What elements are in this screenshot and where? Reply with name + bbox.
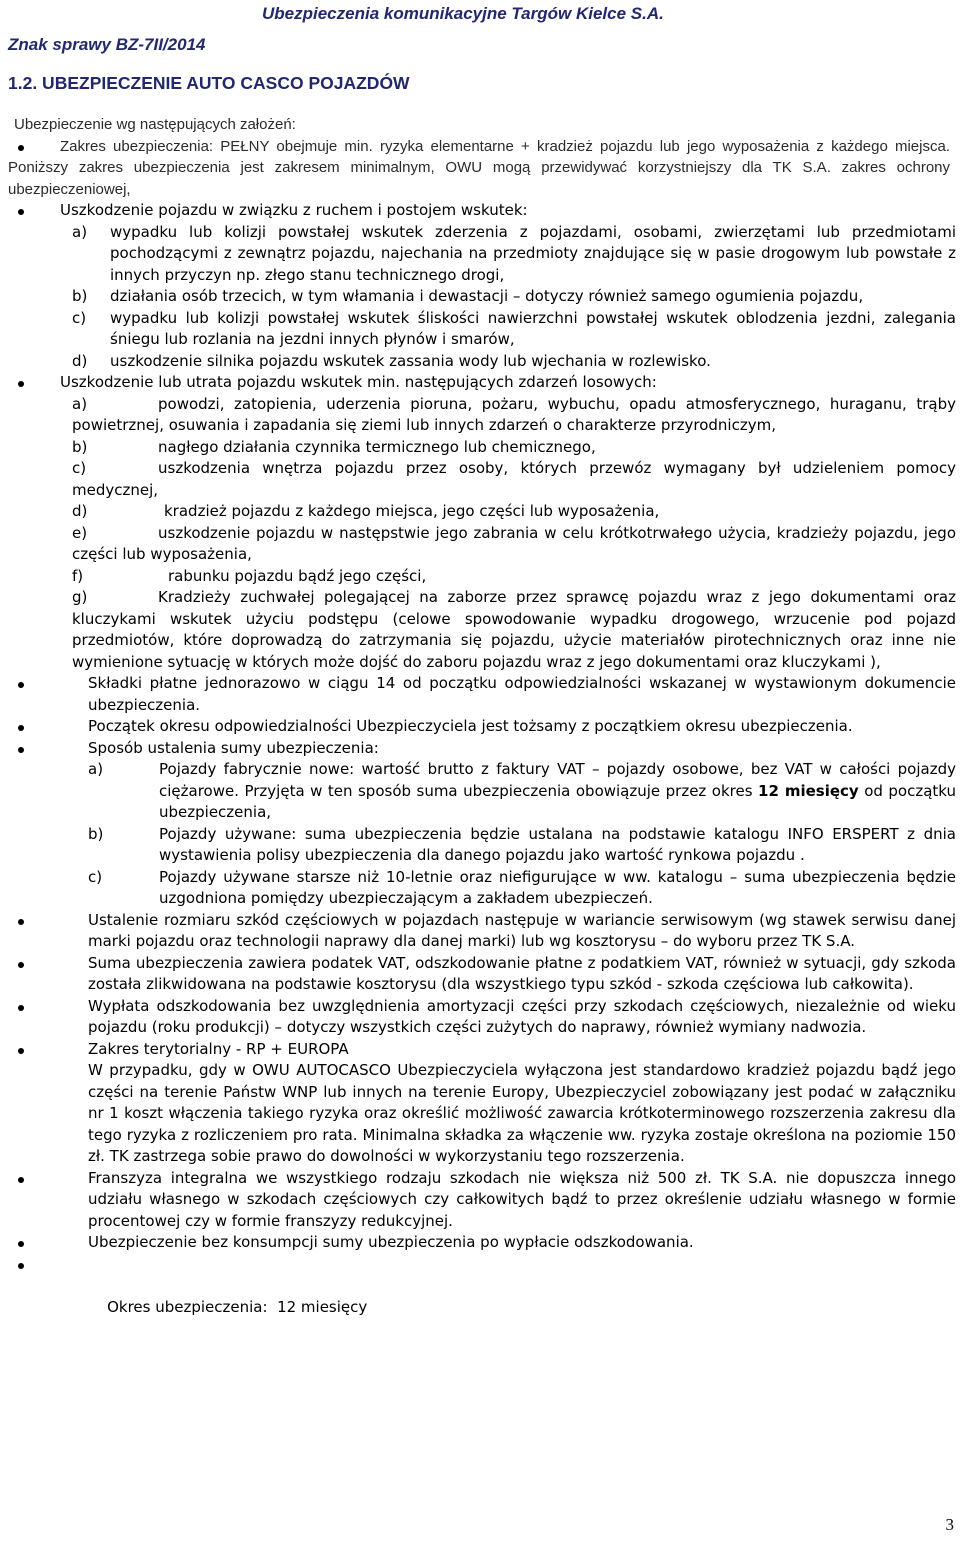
case-reference: Znak sprawy BZ-7II/2014	[8, 35, 206, 54]
bullet-text: Ustalenie rozmiaru szkód częściowych w pojazdach następuje w wariancie serwisowym (wg stawek serwisu danej marki pojazdu oraz technologii naprawy dla danej marki) lub wg kosztorysu – do wyboru przez TK S.A.	[88, 910, 956, 950]
page-number: 3	[945, 1515, 954, 1534]
bullet-vat	[0, 953, 956, 996]
bullet-dot	[18, 1263, 24, 1269]
bullet-text: W przypadku, gdy w OWU AUTOCASCO Ubezpieczyciela wyłączona jest standardowo kradzież pojazdu bądź jego części na terenie Państw WNP lub innych na terenie Europy, Ubezpieczyciel zobowiązany jest podać w załączniku nr 1 koszt włączenia takiego ryzyka oraz określić możliwość zawarcia krótkoterminowego rozszerzenia zakresu dla tego ryzyka z rozliczeniem pro rata. Minimalna składka za włączenie ww. ryzyka zostaje określona na poziomie 150 zł. TK zastrzega sobie prawo do dowolności w wykorzystaniu tego rozszerzenia.	[88, 1061, 956, 1165]
bullet-text: Okres ubezpieczenia: 12 miesięcy	[107, 1297, 368, 1316]
bullet-territory	[0, 1039, 956, 1168]
list-item-label: d)	[72, 502, 88, 520]
list-item-label: e)	[72, 523, 88, 542]
bullet-random-events	[0, 372, 955, 394]
list-item-label: c)	[72, 308, 87, 327]
bullet-text: Ubezpieczenie bez konsumpcji sumy ubezpieczenia po wypłacie odszkodowania.	[88, 1233, 694, 1251]
list-item	[0, 308, 956, 351]
list-item	[0, 523, 956, 566]
list-item-label: b)	[72, 437, 88, 456]
list-item-text: działania osób trzecich, w tym włamania i dewastacji – dotyczy również samego ogumienia pojazdu,	[110, 287, 864, 305]
list-item-text: od początku ubezpieczenia,	[159, 781, 956, 821]
bullet-dot	[18, 682, 24, 688]
list-item-text: powodzi, zatopienia, uderzenia pioruna, pożaru, wybuchu, opadu atmosferycznego, huraganu, trąby powietrznej, osuwania i zapadania się ziemi lub innych zdarzeń o charakterze przyrodniczym,	[72, 394, 956, 434]
bullet-sum-insured	[0, 738, 956, 760]
list-item	[0, 566, 956, 588]
bullet-text: Wypłata odszkodowania bez uwzględnienia amortyzacji części przy szkodach częściowych, niezależnie od wieku pojazdu (roku produkcji) – dotyczy wszystkich części zużytych do naprawy, również wymiany nadwozia.	[88, 996, 956, 1036]
list-item-label: b)	[88, 824, 104, 843]
list-item	[0, 458, 956, 501]
list-item	[0, 286, 956, 308]
list-vehicle-damage	[0, 222, 960, 373]
list-item	[0, 824, 956, 867]
bullet-dot	[18, 919, 24, 925]
list-item	[0, 587, 956, 673]
bullet-partial-damage	[0, 910, 956, 953]
list-item-text: uszkodzenia wnętrza pojazdu przez osoby, których przewóz wymagany był udzieleniem pomocy medycznej,	[72, 459, 956, 499]
list-item-text: nagłego działania czynnika termicznego lub chemicznego,	[158, 437, 596, 456]
bullet-dot	[18, 145, 24, 151]
bullet-liability-start	[0, 716, 956, 738]
list-item	[0, 222, 956, 287]
list-item-label: b)	[72, 287, 88, 305]
list-item-label: c)	[88, 867, 103, 886]
list-item	[0, 437, 956, 459]
list-item-label: g)	[72, 588, 88, 606]
bullet-dot	[18, 1177, 24, 1183]
bullet-title: Uszkodzenie lub utrata pojazdu wskutek min. następujących zdarzeń losowych:	[60, 373, 657, 391]
list-item	[0, 867, 956, 910]
list-item-text: uszkodzenie pojazdu w następstwie jego zabrania w celu krótkotrwałego użycia, kradzieży pojazdu, jego części lub wyposażenia,	[72, 523, 956, 563]
list-item	[0, 351, 956, 373]
list-item	[0, 501, 956, 523]
bullet-text: Suma ubezpieczenia zawiera podatek VAT, odszkodowanie płatne z podatkiem VAT, również w sytuacji, gdy szkoda została zlikwidowana na podstawie kosztorysu (dla wszystkiego typu szkód - szkoda częściowa lub całkowita).	[88, 953, 956, 993]
bullet-dot	[18, 1005, 24, 1011]
bullet-franchise	[0, 1168, 956, 1233]
list-item-label: d)	[72, 351, 88, 370]
list-item	[0, 394, 956, 437]
bullet-dot	[18, 747, 24, 753]
bullet-text: Zakres ubezpieczenia: PEŁNY obejmuje min. ryzyka elementarne + kradzież pojazdu lub jego wyposażenia z każdego miejsca. Poniższy zakres ubezpieczenia jest zakresem minimalnym, OWU mogą przewidywać korzystniejszy dla TK S.A. zakres ochrony ubezpieczeniowej,	[8, 137, 950, 198]
document-header-company: Ubezpieczenia komunikacyjne Targów Kielce S.A.	[262, 4, 664, 23]
list-item	[0, 759, 956, 824]
section-title: 1.2. UBEZPIECZENIE AUTO CASCO POJAZDÓW	[8, 73, 410, 93]
list-item-label: c)	[72, 459, 87, 477]
bullet-title: Sposób ustalenia sumy ubezpieczenia:	[88, 738, 379, 757]
list-item-text: wypadku lub kolizji powstałej wskutek śliskości nawierzchni powstałej wskutek oblodzenia jezdni, zalegania śniegu lub rozlania na jezdni innych płynów i smarów,	[110, 308, 956, 348]
list-item-text: Pojazdy używane starsze niż 10-letnie oraz niefigurujące w ww. katalogu – suma ubezpieczenia będzie uzgodniona pomiędzy ubezpieczającym a zakładem ubezpieczeń.	[159, 867, 956, 907]
bullet-dot	[18, 962, 24, 968]
list-item-text: kradzież pojazdu z każdego miejsca, jego części lub wyposażenia,	[164, 502, 660, 520]
list-item-label: a)	[88, 760, 104, 778]
intro-text: Ubezpieczenie wg następujących założeń:	[14, 116, 296, 133]
bullet-text: Składki płatne jednorazowo w ciągu 14 od początku odpowiedzialności wskazanej w wystawionym dokumencie ubezpieczenia.	[88, 674, 956, 714]
bullet-no-consumption	[0, 1232, 956, 1254]
bullet-amortization	[0, 996, 956, 1039]
list-item-label: a)	[72, 394, 88, 413]
bullet-dot	[18, 381, 24, 387]
list-item-bold-text: 12 miesięcy	[758, 781, 859, 800]
bullet-title: Uszkodzenie pojazdu w związku z ruchem i postojem wskutek:	[60, 201, 528, 219]
bullet-text: Franszyza integralna we wszystkiego rodzaju szkodach nie większa niż 500 zł. TK S.A. nie dopuszcza innego udziału własnego w szkodach częściowych czy całkowitych bądź to przez określenie udziału własnego w formie procentowej czy w formie franszyzy redukcyjnej.	[88, 1168, 956, 1230]
list-item-text: Pojazdy fabrycznie nowe: wartość brutto z faktury VAT – pojazdy osobowe, bez VAT w całości pojazdy ciężarowe. Przyjęta w ten sposób suma ubezpieczenia obowiązuje przez okres	[159, 760, 956, 800]
bullet-dot	[18, 1241, 24, 1247]
bullet-vehicle-damage	[0, 200, 955, 222]
bullet-period	[0, 1254, 956, 1340]
bullet-text: Początek okresu odpowiedzialności Ubezpieczyciela jest tożsamy z początkiem okresu ubezpieczenia.	[88, 717, 853, 735]
list-random-events	[0, 394, 960, 674]
list-item-text: Pojazdy używane: suma ubezpieczenia będzie ustalana na podstawie katalogu INFO ERSPERT z dnia wystawienia polisy ubezpieczenia dla danego pojazdu jako wartość rynkowa pojazdu .	[159, 824, 956, 864]
document-body	[0, 114, 960, 1340]
bullet-dot	[18, 209, 24, 215]
bullet-title: Zakres terytorialny - RP + EUROPA	[88, 1039, 349, 1058]
list-item-text: uszkodzenie silnika pojazdu wskutek zassania wody lub wjechania w rozlewisko.	[110, 351, 711, 370]
bullet-dot	[18, 1048, 24, 1054]
list-item-label: a)	[72, 222, 88, 241]
list-item-label: f)	[72, 566, 84, 585]
list-item-text: wypadku lub kolizji powstałej wskutek zderzenia z pojazdami, osobami, zwierzętami lub przedmiotami pochodzącymi z zewnątrz pojazdu, najechania na przedmioty znajdujące się w pasie drogowym lub powstałe z innych przyczyn np. złego stanu technicznego drogi,	[110, 222, 956, 284]
bullet-dot	[18, 725, 24, 731]
list-item-text: rabunku pojazdu bądź jego części,	[168, 566, 427, 585]
bullet-coverage-scope	[0, 136, 950, 201]
bullet-premium-payment	[0, 673, 956, 716]
list-item-text: Kradzieży zuchwałej polegającej na zaborze przez sprawcę pojazdu wraz z jego dokumentami oraz kluczykami wskutek użyciu podstępu (celowe spowodowanie wypadku drogowego, wrzucenie pod pojazd przedmiotów, które doprowadzą do zatrzymania się pojazdu, użycie materiałów pirotechnicznych oraz inne nie wymienione sytuację w których może dojść do zaboru pojazdu wraz z jego dokumentami oraz kluczykami ),	[72, 588, 956, 671]
